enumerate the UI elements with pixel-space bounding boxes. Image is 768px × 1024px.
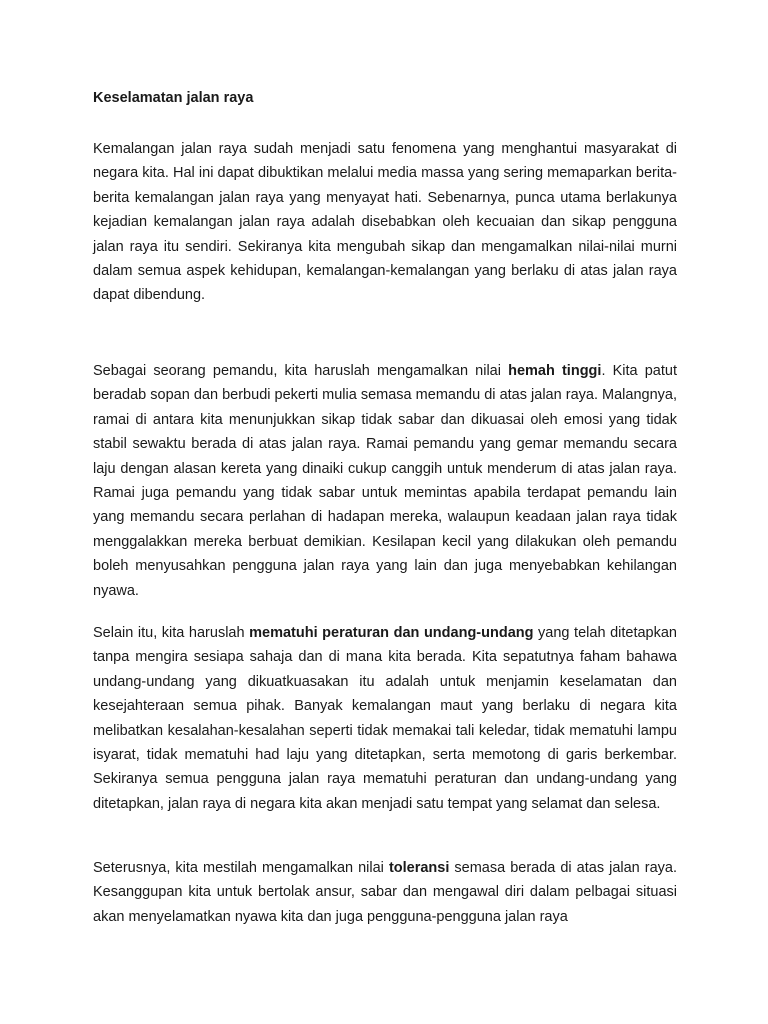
paragraph-text: semasa berada di atas jalan raya. Kesanggupan kita untuk bertolak ansur, sabar dan mengawal diri dalam pelbagai situasi akan menyelamatkan nyawa kita dan juga pengguna-pengguna jalan raya xyxy=(93,860,678,925)
paragraph-text: . Kita patut beradab sopan dan berbudi pekerti mulia semasa memandu di atas jalan raya. Malangnya, ramai di antara kita menunjukkan sikap tidak sabar dan dikuasai oleh emosi yang tidak stabil sewaktu berada di atas jalan raya. Ramai pemandu yang gemar memandu secara laju dengan alasan kereta yang dinaiki cukup canggih untuk menderum di atas jalan raya. Ramai juga pemandu yang tidak sabar untuk memintas apabila terdapat pemandu lain yang memandu secara perlahan di hadapan mereka, walaupun keadaan jalan raya tidak menggalakkan mereka berbuat demikian. Kesilapan kecil yang dilakukan oleh pemandu boleh menyusahkan pengguna jalan raya yang lain dan juga menyebabkan kehilangan nyawa. xyxy=(93,363,677,599)
paragraph-text: Kemalangan jalan raya sudah menjadi satu fenomena yang menghantui masyarakat di negara kita. Hal ini dapat dibuktikan melalui media massa yang sering memaparkan berita-berita kemalangan jalan raya yang menyayat hati. Sebenarnya, punca utama berlakunya kejadian kemalangan jalan raya adalah disebabkan oleh kecuaian dan sikap pengguna jalan raya itu sendiri. Sekiranya kita mengubah sikap dan mengamalkan nilai-nilai murni dalam semua aspek kehidupan, kemalangan-kemalangan yang berlaku di atas jalan raya dapat dibendung. xyxy=(93,141,677,304)
bold-keyword: toleransi xyxy=(388,860,450,876)
paragraph-text: Seterusnya, kita mestilah mengamalkan nilai xyxy=(93,860,389,876)
paragraph-text: yang telah ditetapkan tanpa mengira sesiapa sahaja dan di mana kita berada. Kita sepatutnya faham bahawa undang-undang yang dikuatkuasakan itu adalah untuk menjamin keselamatan dan kesejahteraan semua pihak. Banyak kemalangan maut yang berlaku di negara kita melibatkan kesalahan-kesalahan seperti tidak memakai tali keledar, tidak mematuhi lampu isyarat, tidak mematuhi had laju yang ditetapkan, serta memotong di garis berkembar. Sekiranya semua pengguna jalan raya mematuhi peraturan dan undang-undang yang ditetapkan, jalan raya di negara kita akan menjadi satu tempat yang selamat dan selesa. xyxy=(93,625,677,812)
paragraph-text: Sebagai seorang pemandu, kita haruslah mengamalkan nilai xyxy=(93,363,509,379)
bold-keyword: hemah tinggi xyxy=(508,363,602,379)
paragraph-hemah-tinggi xyxy=(93,359,677,603)
paragraph-intro xyxy=(93,137,677,308)
bold-keyword: mematuhi peraturan dan undang-undang xyxy=(249,625,534,641)
paragraph-peraturan xyxy=(93,621,677,816)
document-title: Keselamatan jalan raya xyxy=(93,90,254,106)
paragraph-toleransi xyxy=(93,856,677,929)
paragraph-text: Selain itu, kita haruslah xyxy=(93,625,250,641)
